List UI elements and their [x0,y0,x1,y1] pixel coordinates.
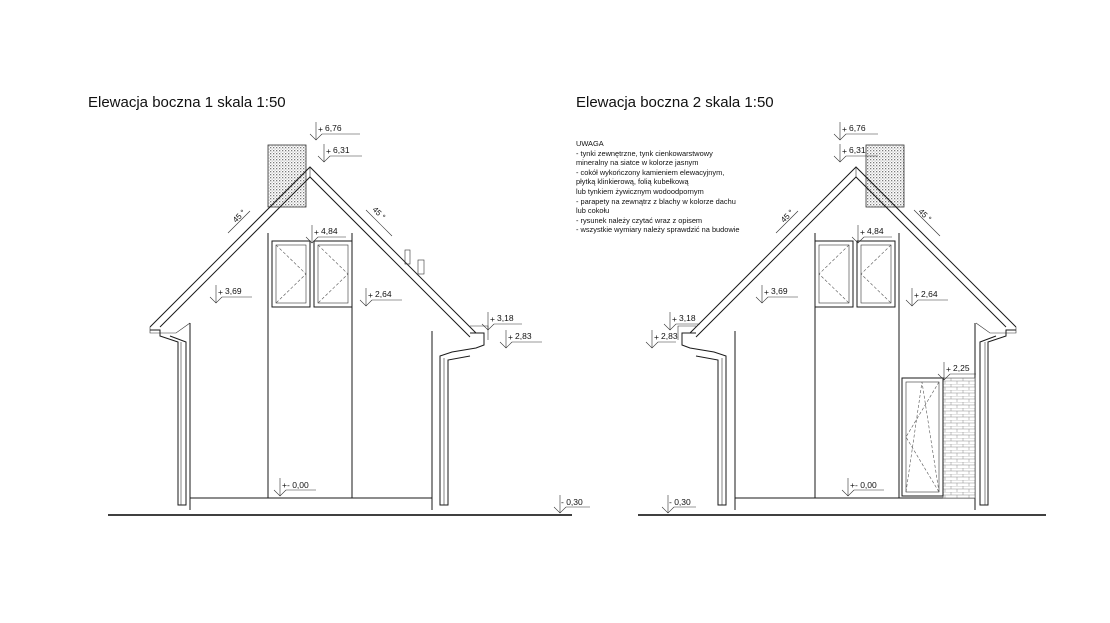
svg-text:+: + [842,146,847,156]
notes-line: - parapety na zewnątrz z blachy w kolorze dachu [576,197,736,206]
notes-line: - tynki zewnętrzne, tynk cienkowarstwowy [576,149,713,158]
level-label: 6,31 [333,145,350,155]
window-right-2 [857,241,895,307]
level-label: 3,18 [497,313,514,323]
window-left-1 [272,241,310,307]
level-2-25 [938,362,976,380]
level-2-83 [646,330,678,348]
level-4-84 [306,225,346,243]
roof-angle-right: 45 ° [916,207,934,224]
level-3-69 [210,285,252,303]
level-label: 4,84 [321,226,338,236]
roof-vents [405,250,424,274]
roof-angle-left: 45 ° [231,207,248,225]
downpipe-right [440,326,488,505]
svg-text:+: + [946,364,951,374]
level-label: 3,69 [771,286,788,296]
level-label: 3,69 [225,286,242,296]
elevation-2-title: Elewacja boczna 2 skala 1:50 [576,94,774,111]
svg-text:+: + [672,314,677,324]
level-minus-0-30 [554,495,590,513]
elevation-1-title: Elewacja boczna 1 skala 1:50 [88,94,286,111]
svg-text:+: + [764,287,769,297]
level-3-18 [664,312,700,330]
chimney [866,145,904,207]
level-3-69 [756,285,798,303]
notes-line: płytką klinkierową, folią kubełkową [576,177,689,186]
angle-marker-left [776,208,798,233]
level-label: - 0,30 [669,497,691,507]
level-label: - 0,00 [287,480,309,490]
level-6-31 [318,144,362,162]
notes-line: lub tynkiem żywicznym wodoodpornym [576,187,704,196]
level-4-84 [852,225,892,243]
level-3-18 [482,312,522,330]
level-2-64 [906,288,948,306]
level-2-83 [500,330,542,348]
level-2-64 [360,288,402,306]
svg-text:+: + [914,290,919,300]
svg-text:+: + [368,290,373,300]
svg-text:+: + [860,227,865,237]
level-0-00 [274,478,316,496]
window-right-1 [314,241,352,307]
level-label: 2,83 [661,331,678,341]
roof [150,167,476,337]
elevation-2 [576,94,1046,515]
downpipe-left [150,330,186,505]
downpipe-left [678,326,726,505]
downpipe-right [980,330,1016,505]
notes-line: mineralny na siatce w kolorze jasnym [576,158,699,167]
notes-block [576,139,739,234]
level-label: - 0,00 [855,480,877,490]
level-label: 6,76 [849,123,866,133]
level-label: 6,76 [325,123,342,133]
walls [190,233,432,510]
level-label: 6,31 [849,145,866,155]
roof-angle-left: 45 ° [779,207,796,225]
window-left-2 [815,241,853,307]
level-6-76 [834,122,878,140]
svg-text:+: + [842,124,847,134]
angle-marker-right [914,207,940,236]
roof-angle-right: 45 ° [370,205,388,222]
terrace-door [902,378,943,496]
angle-marker-right [366,205,392,236]
svg-text:+: + [490,314,495,324]
svg-text:+: + [314,227,319,237]
level-0-00 [842,478,884,496]
level-label: 4,84 [867,226,884,236]
notes-line: - cokół wykończony kamieniem elewacyjnym, [576,168,725,177]
level-label: 2,64 [921,289,938,299]
elevation-1 [88,94,590,515]
level-6-76 [310,122,360,140]
notes-heading: UWAGA [576,139,604,148]
level-minus-0-30 [662,495,696,513]
angle-marker-left [228,208,250,233]
level-label: 2,83 [515,331,532,341]
notes-line: lub cokołu [576,206,610,215]
svg-text:+: + [218,287,223,297]
level-label: 2,25 [953,363,970,373]
svg-text:+: + [654,332,659,342]
notes-line: - wszystkie wymiary należy sprawdzić na budowie [576,225,740,234]
svg-text:+: + [282,480,287,490]
level-label: 2,64 [375,289,392,299]
svg-text:+: + [508,332,513,342]
level-label: - 0,30 [561,497,583,507]
svg-text:+: + [326,146,331,156]
svg-text:+: + [850,480,855,490]
brick-cladding [943,378,975,498]
notes-line: - rysunek należy czytać wraz z opisem [576,216,703,225]
svg-text:+: + [318,124,323,134]
level-label: 3,18 [679,313,696,323]
